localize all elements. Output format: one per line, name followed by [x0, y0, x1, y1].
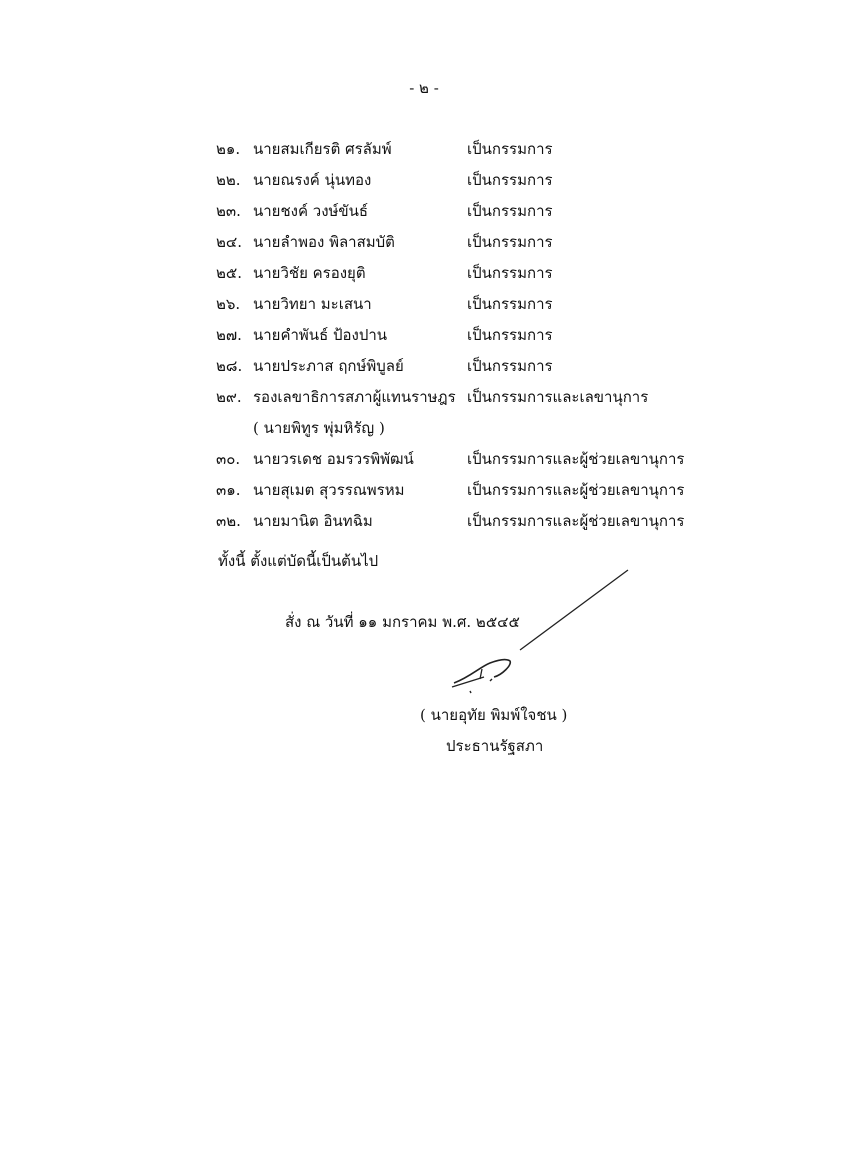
member-row — [0, 386, 848, 408]
signer-name: ( นายอุทัย พิมพ์ใจชน ) — [420, 706, 568, 724]
member-role: เป็นกรรมการ — [467, 171, 553, 189]
member-subname: ( นายพิทูร พุ่มหิรัญ ) — [253, 419, 385, 437]
member-number: ๒๑. — [216, 140, 241, 158]
member-number: ๒๙. — [216, 388, 242, 406]
member-name: รองเลขาธิการสภาผู้แทนราษฎร — [253, 388, 456, 406]
member-role: เป็นกรรมการ — [467, 295, 553, 313]
member-name: นายสุเมต สุวรรณพรหม — [253, 481, 405, 499]
member-role: เป็นกรรมการ — [467, 264, 553, 282]
member-row — [0, 138, 848, 160]
member-role: เป็นกรรมการ — [467, 140, 553, 158]
member-role: เป็นกรรมการและผู้ช่วยเลขานุการ — [467, 481, 685, 499]
member-number: ๓๑. — [216, 481, 241, 499]
member-row — [0, 200, 848, 222]
member-role: เป็นกรรมการและเลขานุการ — [467, 388, 649, 406]
member-name: นายมานิต อินทฉิม — [253, 512, 373, 530]
member-name: นายสมเกียรติ ศรลัมพ์ — [253, 140, 392, 158]
member-number: ๒๕. — [216, 264, 243, 282]
member-name: นายวรเดช อมรวรพิพัฒน์ — [253, 450, 414, 468]
closing-statement: ทั้งนี้ ตั้งแต่บัดนี้เป็นต้นไป — [218, 552, 379, 570]
member-role: เป็นกรรมการ — [467, 357, 553, 375]
member-role: เป็นกรรมการและผู้ช่วยเลขานุการ — [467, 512, 685, 530]
member-number: ๒๘. — [216, 357, 243, 375]
member-name: นายประภาส ฤกษ์พิบูลย์ — [253, 357, 404, 375]
member-row — [0, 169, 848, 191]
signature-mark — [440, 565, 640, 695]
member-number: ๓๒. — [216, 512, 241, 530]
member-number: ๓๐. — [216, 450, 241, 468]
member-role: เป็นกรรมการ — [467, 233, 553, 251]
member-name: นายชงค์ วงษ์ขันธ์ — [253, 202, 369, 220]
member-row — [0, 262, 848, 284]
order-date: สั่ง ณ วันที่ ๑๑ มกราคม พ.ศ. ๒๕๔๕ — [285, 613, 520, 631]
member-number: ๒๖. — [216, 295, 241, 313]
member-subrow — [0, 417, 848, 439]
page-number: - ๒ - — [409, 79, 439, 97]
member-name: นายคำพันธ์ ป้องปาน — [253, 326, 388, 344]
member-row — [0, 510, 848, 532]
member-number: ๒๒. — [216, 171, 241, 189]
member-row — [0, 324, 848, 346]
member-name: นายณรงค์ นุ่นทอง — [253, 171, 372, 189]
member-name: นายลำพอง พิลาสมบัติ — [253, 233, 395, 251]
member-row — [0, 355, 848, 377]
signer-title: ประธานรัฐสภา — [446, 737, 544, 755]
member-role: เป็นกรรมการ — [467, 202, 553, 220]
member-row — [0, 293, 848, 315]
member-number: ๒๓. — [216, 202, 241, 220]
member-list — [0, 0, 848, 560]
member-row — [0, 231, 848, 253]
member-row — [0, 479, 848, 501]
member-role: เป็นกรรมการและผู้ช่วยเลขานุการ — [467, 450, 685, 468]
member-role: เป็นกรรมการ — [467, 326, 553, 344]
member-number: ๒๗. — [216, 326, 242, 344]
member-name: นายวิชัย ครองยุติ — [253, 264, 366, 282]
member-row — [0, 448, 848, 470]
member-name: นายวิทยา มะเสนา — [253, 295, 372, 313]
member-number: ๒๔. — [216, 233, 243, 251]
